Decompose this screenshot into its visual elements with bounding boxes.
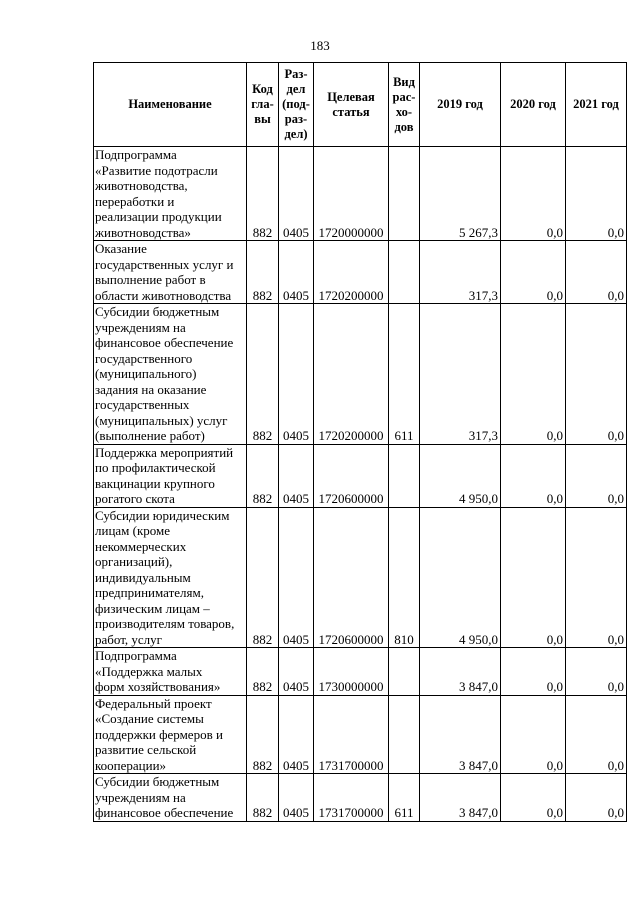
table-body [94, 147, 627, 822]
row-target-article: 1720600000 [314, 507, 389, 648]
col-header-chapter-code: Код гла- вы [247, 63, 279, 147]
col-header-section: Раз- дел (под- раз- дел) [279, 63, 314, 147]
row-expense-type: 611 [389, 304, 420, 445]
row-target-article: 1731700000 [314, 774, 389, 822]
row-chapter-code: 882 [247, 304, 279, 445]
row-section: 0405 [279, 695, 314, 774]
row-chapter-code: 882 [247, 774, 279, 822]
row-expense-type: 810 [389, 507, 420, 648]
table-header-row [94, 63, 627, 147]
col-header-name: Наименование [94, 63, 247, 147]
row-amount-2021: 0,0 [566, 304, 627, 445]
table-row [94, 774, 627, 822]
row-amount-2020: 0,0 [501, 241, 566, 304]
row-target-article: 1730000000 [314, 648, 389, 696]
row-target-article: 1720200000 [314, 304, 389, 445]
row-amount-2019: 5 267,3 [420, 147, 501, 241]
table-row [94, 507, 627, 648]
row-name: Федеральный проект «Создание системы поддержки фермеров и развитие сельской кооперации» [94, 695, 247, 774]
row-section: 0405 [279, 444, 314, 507]
row-target-article: 1720200000 [314, 241, 389, 304]
row-amount-2021: 0,0 [566, 241, 627, 304]
row-section: 0405 [279, 304, 314, 445]
row-expense-type [389, 695, 420, 774]
row-expense-type [389, 444, 420, 507]
table-row [94, 648, 627, 696]
row-amount-2020: 0,0 [501, 444, 566, 507]
row-amount-2021: 0,0 [566, 147, 627, 241]
table-row [94, 695, 627, 774]
table-row [94, 147, 627, 241]
row-amount-2020: 0,0 [501, 507, 566, 648]
row-amount-2019: 317,3 [420, 304, 501, 445]
col-header-2021: 2021 год [566, 63, 627, 147]
row-expense-type [389, 147, 420, 241]
row-amount-2021: 0,0 [566, 774, 627, 822]
col-header-expense-type: Вид рас- хо- дов [389, 63, 420, 147]
row-section: 0405 [279, 507, 314, 648]
row-target-article: 1720000000 [314, 147, 389, 241]
row-name: Подпрограмма «Поддержка малых форм хозяйствования» [94, 648, 247, 696]
col-header-target-article: Целевая статья [314, 63, 389, 147]
row-chapter-code: 882 [247, 507, 279, 648]
budget-table [93, 62, 627, 822]
row-amount-2019: 317,3 [420, 241, 501, 304]
row-amount-2020: 0,0 [501, 695, 566, 774]
row-amount-2019: 3 847,0 [420, 774, 501, 822]
row-chapter-code: 882 [247, 444, 279, 507]
row-name: Субсидии бюджетным учреждениям на финансовое обеспечение государственного (муниципального) задания на оказание государственных (муниципальных) услуг (выполнение работ) [94, 304, 247, 445]
row-amount-2019: 3 847,0 [420, 695, 501, 774]
row-name: Субсидии бюджетным учреждениям на финансовое обеспечение [94, 774, 247, 822]
row-amount-2020: 0,0 [501, 774, 566, 822]
row-section: 0405 [279, 774, 314, 822]
row-amount-2019: 4 950,0 [420, 444, 501, 507]
row-amount-2020: 0,0 [501, 648, 566, 696]
row-amount-2021: 0,0 [566, 507, 627, 648]
row-amount-2020: 0,0 [501, 147, 566, 241]
row-section: 0405 [279, 648, 314, 696]
table-row [94, 444, 627, 507]
row-amount-2019: 4 950,0 [420, 507, 501, 648]
row-amount-2021: 0,0 [566, 444, 627, 507]
row-name: Оказание государственных услуг и выполнение работ в области животноводства [94, 241, 247, 304]
row-expense-type [389, 648, 420, 696]
row-target-article: 1720600000 [314, 444, 389, 507]
table-row [94, 304, 627, 445]
row-chapter-code: 882 [247, 241, 279, 304]
row-chapter-code: 882 [247, 147, 279, 241]
row-section: 0405 [279, 241, 314, 304]
row-expense-type: 611 [389, 774, 420, 822]
row-amount-2020: 0,0 [501, 304, 566, 445]
row-amount-2021: 0,0 [566, 648, 627, 696]
row-section: 0405 [279, 147, 314, 241]
row-name: Подпрограмма «Развитие подотрасли животноводства, переработки и реализации продукции животноводства» [94, 147, 247, 241]
row-amount-2021: 0,0 [566, 695, 627, 774]
row-chapter-code: 882 [247, 695, 279, 774]
row-target-article: 1731700000 [314, 695, 389, 774]
row-name: Поддержка мероприятий по профилактической вакцинации крупного рогатого скота [94, 444, 247, 507]
page-number: 183 [310, 38, 330, 53]
col-header-2020: 2020 год [501, 63, 566, 147]
row-expense-type [389, 241, 420, 304]
table-row [94, 241, 627, 304]
row-chapter-code: 882 [247, 648, 279, 696]
col-header-2019: 2019 год [420, 63, 501, 147]
row-name: Субсидии юридическим лицам (кроме некоммерческих организаций), индивидуальным предпринимателям, физическим лицам – производителям товаров, работ, услуг [94, 507, 247, 648]
row-amount-2019: 3 847,0 [420, 648, 501, 696]
